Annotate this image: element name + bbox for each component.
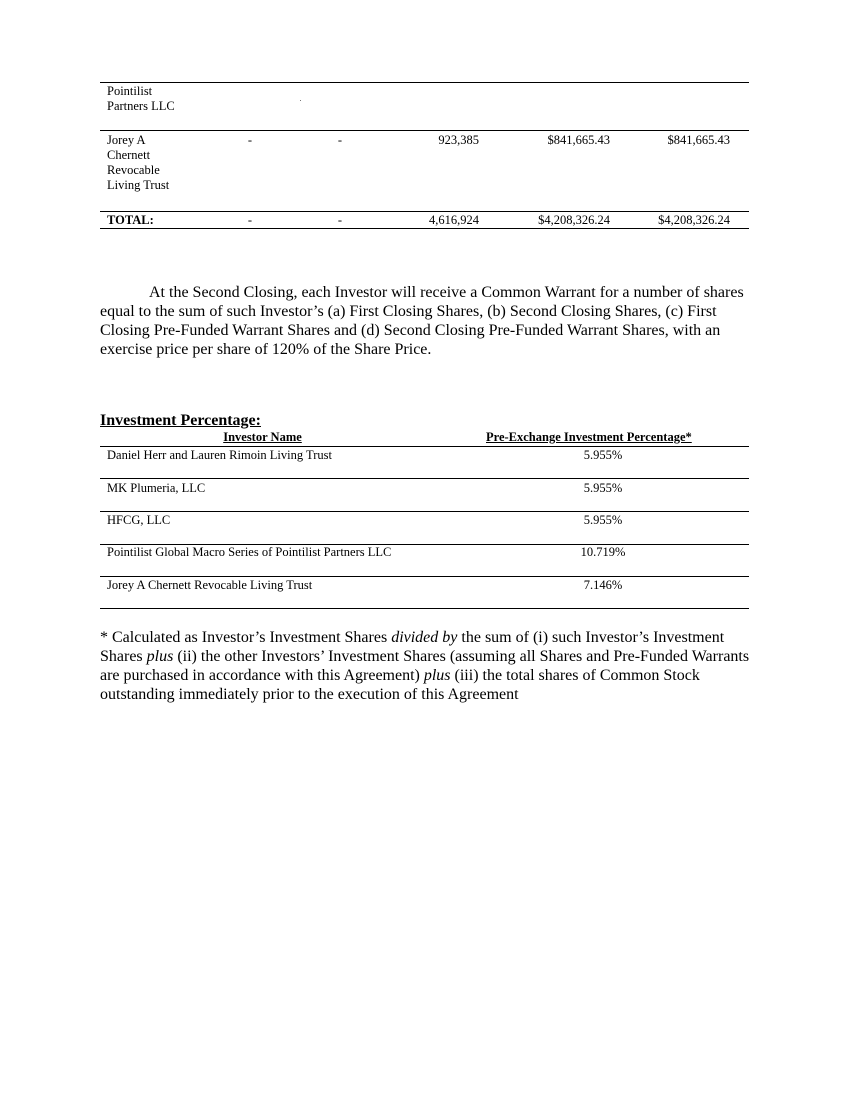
total-shares: 4,616,924 bbox=[429, 213, 479, 227]
investor-percentage: 5.955% bbox=[583, 448, 623, 462]
investor-percentage: 5.955% bbox=[583, 481, 623, 495]
table-cell-amount: $841,665.43 bbox=[547, 133, 610, 147]
investor-name: Daniel Herr and Lauren Rimoin Living Trust bbox=[107, 448, 332, 462]
table-row-name: Jorey A Chernett Revocable Living Trust bbox=[107, 133, 170, 192]
table-top-border bbox=[100, 82, 749, 83]
investor-percentage: 5.955% bbox=[583, 513, 623, 527]
total-amount: $4,208,326.24 bbox=[538, 213, 610, 227]
row-divider bbox=[100, 511, 749, 512]
table-cell: - bbox=[337, 133, 343, 147]
investor-percentage: 7.146% bbox=[583, 578, 623, 592]
table-cell-amount: $841,665.43 bbox=[667, 133, 730, 147]
row-divider bbox=[100, 211, 749, 212]
table-cell: - bbox=[247, 133, 253, 147]
header-rule bbox=[100, 446, 749, 447]
warrant-paragraph: At the Second Closing, each Investor will receive a Common Warrant for a number of shares equal to the sum of such Investor’s (a) First Closing Shares, (b) Second Closing Shares, (c) First Closing Pre-Funded Warrant Shares and (d) Second Closing Pre-Funded Warrant Shares, with an exercise price per share of 120% of the Share Price. bbox=[100, 284, 744, 358]
investor-name-header: Investor Name bbox=[223, 430, 302, 444]
investor-percentage: 10.719% bbox=[580, 545, 626, 559]
investor-name: MK Plumeria, LLC bbox=[107, 481, 206, 495]
table-bottom-rule bbox=[100, 608, 749, 609]
table-row-name: Pointilist Partners LLC bbox=[107, 84, 175, 113]
total-label: TOTAL: bbox=[107, 213, 154, 227]
table-cell-shares: 923,385 bbox=[438, 133, 479, 147]
investor-name: HFCG, LLC bbox=[107, 513, 171, 527]
table-bottom-border bbox=[100, 228, 749, 229]
stray-mark bbox=[300, 100, 301, 101]
investor-name: Jorey A Chernett Revocable Living Trust bbox=[107, 578, 313, 592]
total-cell: - bbox=[337, 213, 343, 227]
row-divider bbox=[100, 576, 749, 577]
row-divider bbox=[100, 130, 749, 131]
percentage-header: Pre-Exchange Investment Percentage* bbox=[486, 430, 692, 444]
footnote: * Calculated as Investor’s Investment Shares divided by the sum of (i) such Investor’s Investment Shares plus (ii) the other Investors’ Investment Shares (assuming all Shares and Pre-Funded Warrants are purchased in accordance with this Agreement) plus (iii) the total shares of Common Stock outstanding immediately prior to the execution of this Agreement bbox=[100, 629, 750, 703]
total-amount: $4,208,326.24 bbox=[658, 213, 730, 227]
row-divider bbox=[100, 478, 749, 479]
total-cell: - bbox=[247, 213, 253, 227]
investment-percentage-heading: Investment Percentage: bbox=[100, 412, 261, 429]
investor-name: Pointilist Global Macro Series of Pointilist Partners LLC bbox=[107, 545, 392, 559]
